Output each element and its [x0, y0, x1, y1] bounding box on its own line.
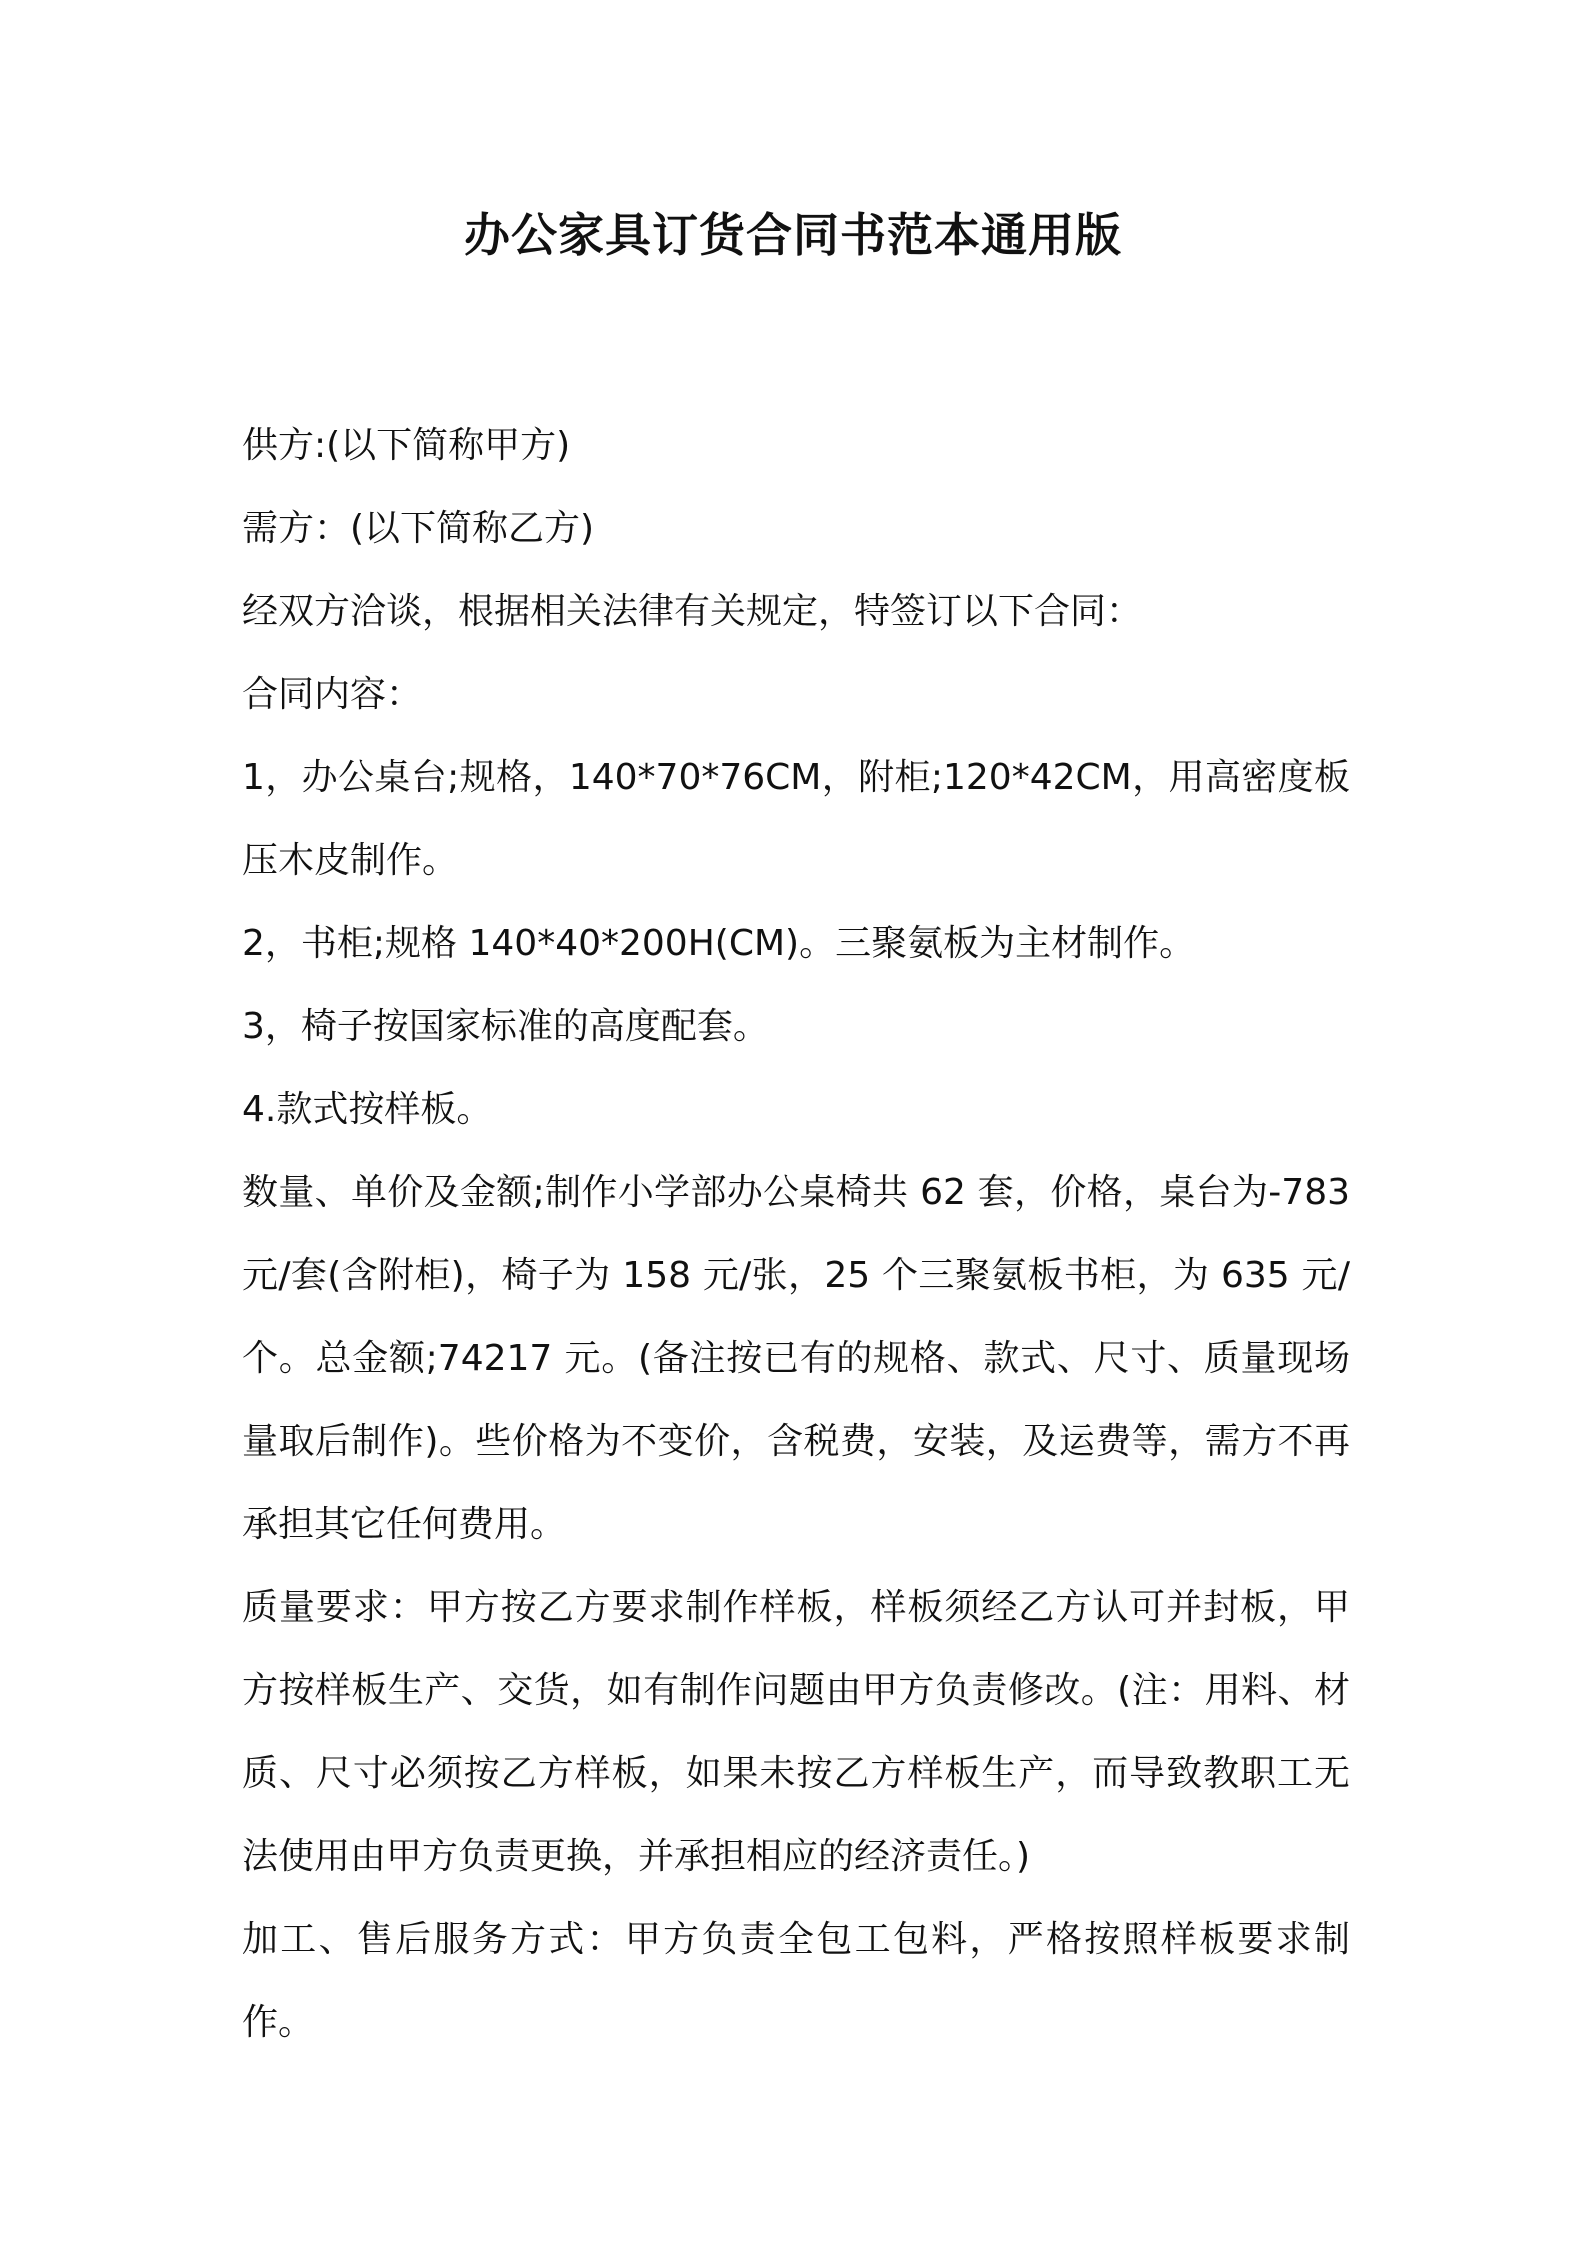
service-paragraph: 加工、售后服务方式：甲方负责全包工包料，严格按照样板要求制作。 — [242, 1919, 1350, 2043]
document-title: 办公家具订货合同书范本通用版 — [464, 208, 1122, 262]
intro-paragraph: 经双方洽谈，根据相关法律有关规定，特签订以下合同： — [242, 591, 1143, 632]
item-desk-paragraph: 1，办公桌台;规格，140*70*76CM，附柜;120*42CM，用高密度板压木皮制作。 — [242, 757, 1350, 881]
item-chair-paragraph: 3，椅子按国家标准的高度配套。 — [242, 1006, 769, 1047]
quality-requirements-paragraph: 质量要求：甲方按乙方要求制作样板，样板须经乙方认可并封板，甲方按样板生产、交货，如有制作问题由甲方负责修改。(注：用料、材质、尺寸必须按乙方样板，如果未按乙方样板生产，而导致教职工无法使用由甲方负责更换，并承担相应的经济责任。) — [242, 1587, 1350, 1877]
contract-content-heading: 合同内容： — [242, 674, 423, 715]
item-style-paragraph: 4.款式按样板。 — [242, 1089, 493, 1130]
item-bookcase-paragraph: 2，书柜;规格 140*40*200H(CM)。三聚氨板为主材制作。 — [242, 923, 1196, 964]
quantity-price-paragraph: 数量、单价及金额;制作小学部办公桌椅共 62 套，价格，桌台为-783 元/套(含附柜)，椅子为 158 元/张，25 个三聚氨板书柜，为 635 元/个。总金额;74217 元。(备注按已有的规格、款式、尺寸、质量现场量取后制作)。些价格为不变价，含税费，安装，及运费等，需方不再承担其它任何费用。 — [242, 1172, 1350, 1545]
supplier-line: 供方:(以下简称甲方) — [242, 425, 571, 466]
contract-body — [242, 404, 1350, 2064]
buyer-line: 需方：(以下简称乙方) — [242, 508, 595, 549]
